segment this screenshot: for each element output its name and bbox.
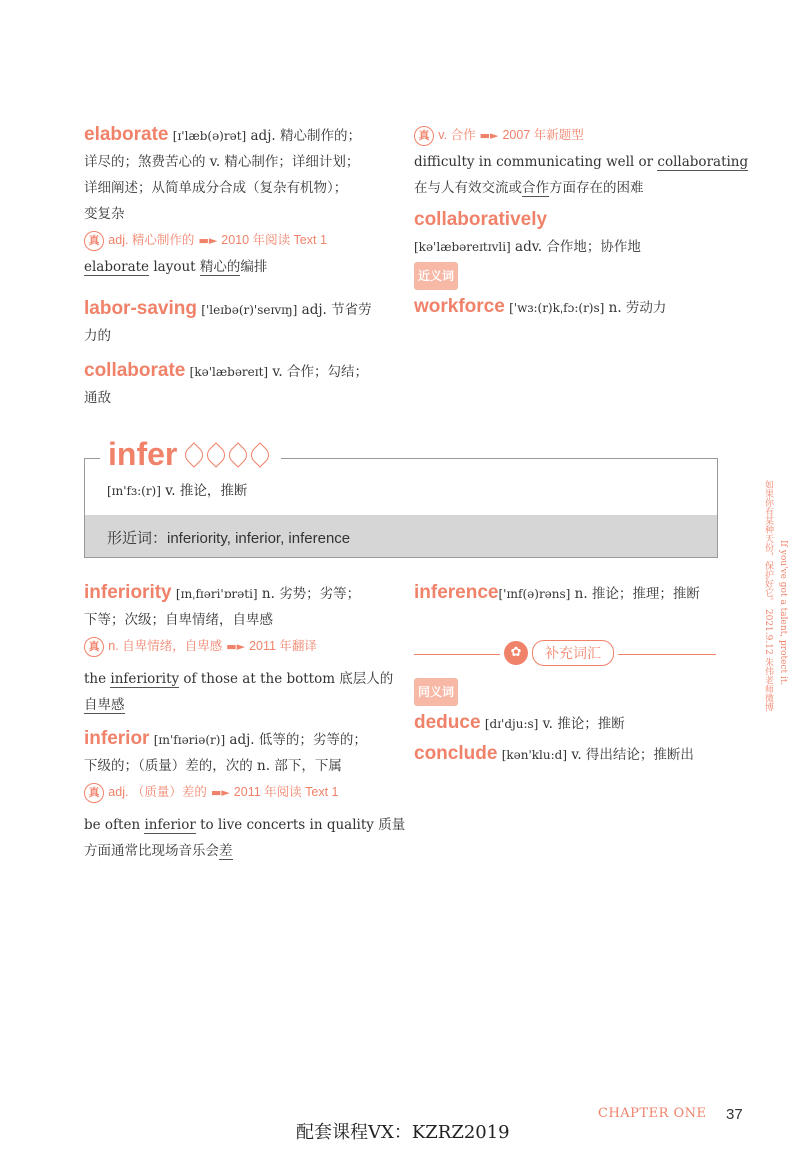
ex-text: the <box>84 671 111 687</box>
definition: 力的 <box>84 328 111 344</box>
ex-word: inferiority <box>110 671 180 687</box>
headword: deduce <box>414 712 481 733</box>
leaf-icon <box>204 443 229 468</box>
arrow-icon: ▬► <box>479 129 499 142</box>
flower-icon: ✿ <box>504 641 528 665</box>
leaf-icon <box>182 443 207 468</box>
synonym-badge: 同义词 <box>414 678 458 706</box>
definition: n. 劣势；劣等； <box>257 586 361 602</box>
similar-words: 形近词：inferiority, inferior, inference <box>107 530 351 547</box>
supp-header <box>500 640 618 666</box>
ex-word: 合作 <box>522 180 549 196</box>
course-note: 配套课程VX：KZRZ2019 <box>296 1122 510 1143</box>
zhen-badge: 真 <box>84 231 104 251</box>
phonetic: [dɪ'dju:s] <box>484 717 539 731</box>
ex-word: elaborate <box>84 259 150 275</box>
left-bottom-column <box>84 580 404 864</box>
example <box>84 666 404 692</box>
supp-label: 补充词汇 <box>532 640 614 666</box>
arrow-icon: ▬► <box>210 786 230 799</box>
headword: inferiority <box>84 582 172 603</box>
definition: 详细阐述；从简单成分合成（复杂有机物）； <box>84 180 348 196</box>
ex-text: difficulty in communicating well or <box>414 154 658 170</box>
leaf-icon <box>226 443 251 468</box>
ex-text: 在与人有效交流或 <box>414 180 522 196</box>
phonetic: [ɪ'læb(ə)rət] <box>172 129 247 143</box>
headword: conclude <box>414 743 498 764</box>
definition: v. 推论，推断 <box>160 483 248 499</box>
zhen-badge: 真 <box>84 637 104 657</box>
zhen-badge: 真 <box>84 783 104 803</box>
chapter-label: CHAPTER ONE <box>598 1106 707 1121</box>
definition: v. 得出结论；推断出 <box>567 747 694 763</box>
source-line <box>84 227 394 254</box>
exam-source: 2007 年新题型 <box>502 128 584 142</box>
ex-text: 方面通常比现场音乐会 <box>84 843 219 859</box>
ex-text: layout <box>149 259 200 275</box>
definition: 下等；次级；自卑情绪，自卑感 <box>84 612 273 628</box>
side-quote-zh: 如果你有某种天份，保护好它。 2021.9.12 朱伟老师微博 <box>763 480 773 712</box>
headword: inference <box>414 582 499 603</box>
ex-text: 方面存在的困难 <box>549 180 644 196</box>
example <box>84 812 404 838</box>
leaf-icons <box>185 445 273 465</box>
infer-title <box>100 436 281 473</box>
example <box>84 692 404 718</box>
definition: 通敌 <box>84 390 111 406</box>
example <box>84 254 394 280</box>
phonetic: ['wɜ:(r)kˌfɔ:(r)s] <box>509 301 605 315</box>
exam-meaning: v. 合作 <box>438 128 476 142</box>
definition: 详尽的；煞费苦心的 v. 精心制作；详细计划； <box>84 154 360 170</box>
arrow-icon: ▬► <box>226 640 246 653</box>
exam-source: 2011 年翻译 <box>249 639 317 653</box>
exam-meaning: adj. （质量）差的 <box>108 785 207 799</box>
phonetic: ['leɪbə(r)'seɪvɪŋ] <box>201 303 298 317</box>
example <box>414 149 749 175</box>
phonetic: [kə'læbəreɪtɪvli] <box>414 240 511 254</box>
definition: 变复杂 <box>84 206 125 222</box>
ex-text: 编排 <box>240 259 268 275</box>
source-line <box>84 633 404 660</box>
example-translation <box>414 175 724 201</box>
definition: adj. 低等的；劣等的； <box>225 732 367 748</box>
source-line <box>414 122 724 149</box>
supp-list <box>414 678 724 768</box>
zhen-badge: 真 <box>414 126 434 146</box>
phonetic: ['ɪnf(ə)rəns] <box>498 587 571 601</box>
entry-elaborate <box>84 122 394 280</box>
headword: elaborate <box>84 124 169 145</box>
definition: n. 劳动力 <box>604 300 667 316</box>
infer-headword: infer <box>108 436 178 472</box>
headword: inferior <box>84 728 150 749</box>
leaf-icon <box>248 443 273 468</box>
right-top-column <box>414 122 749 321</box>
ex-word: 自卑感 <box>84 697 125 713</box>
ex-word: 精心的 <box>199 259 241 275</box>
definition: v. 推论；推断 <box>538 716 625 732</box>
arrow-icon: ▬► <box>198 234 218 247</box>
definition: v. 合作；勾结； <box>268 364 369 380</box>
definition: 下级的；（质量）差的，次的 n. 部下，下属 <box>84 758 342 774</box>
exam-source: 2010 年阅读 Text 1 <box>221 233 327 247</box>
phonetic: [kə'læbəreɪt] <box>189 365 269 379</box>
phonetic: [ɪnˌfɪəri'ɒrəti] <box>175 587 258 601</box>
definition: adj. 精心制作的； <box>246 128 361 144</box>
definition: adv. 合作地；协作地 <box>510 239 641 255</box>
example <box>84 838 404 864</box>
definition: n. 推论；推理；推断 <box>570 586 700 602</box>
entry-labor-saving <box>84 296 394 349</box>
headword: labor-saving <box>84 298 197 319</box>
phonetic: [kən'klu:d] <box>501 748 568 762</box>
ex-word: inferior <box>144 817 196 833</box>
headword: collaboratively <box>414 209 548 230</box>
synonym-badge: 近义词 <box>414 262 458 290</box>
ex-word: collaborating <box>657 154 749 170</box>
entry-collaborate <box>84 358 394 411</box>
ex-text: of those at the bottom 底层人的 <box>179 671 394 687</box>
headword: collaborate <box>84 360 186 381</box>
side-quote-en: If you've got a talent, protect it. <box>778 540 788 686</box>
exam-source: 2011 年阅读 Text 1 <box>233 785 339 799</box>
headword: workforce <box>414 296 505 317</box>
ex-text: be often <box>84 817 145 833</box>
page-number: 37 <box>726 1106 743 1123</box>
definition: adj. 节省劳 <box>297 302 372 318</box>
right-bottom-column <box>414 580 724 607</box>
phonetic: [ɪn'fɪəriə(r)] <box>153 733 226 747</box>
exam-meaning: n. 自卑情绪，自卑感 <box>108 639 223 653</box>
exam-meaning: adj. 精心制作的 <box>108 233 195 247</box>
ex-word: 差 <box>219 843 233 859</box>
infer-box <box>84 458 718 558</box>
phonetic: [ɪn'fɜ:(r)] <box>107 484 161 498</box>
source-line <box>84 779 404 806</box>
ex-text: to live concerts in quality 质量 <box>195 817 406 833</box>
